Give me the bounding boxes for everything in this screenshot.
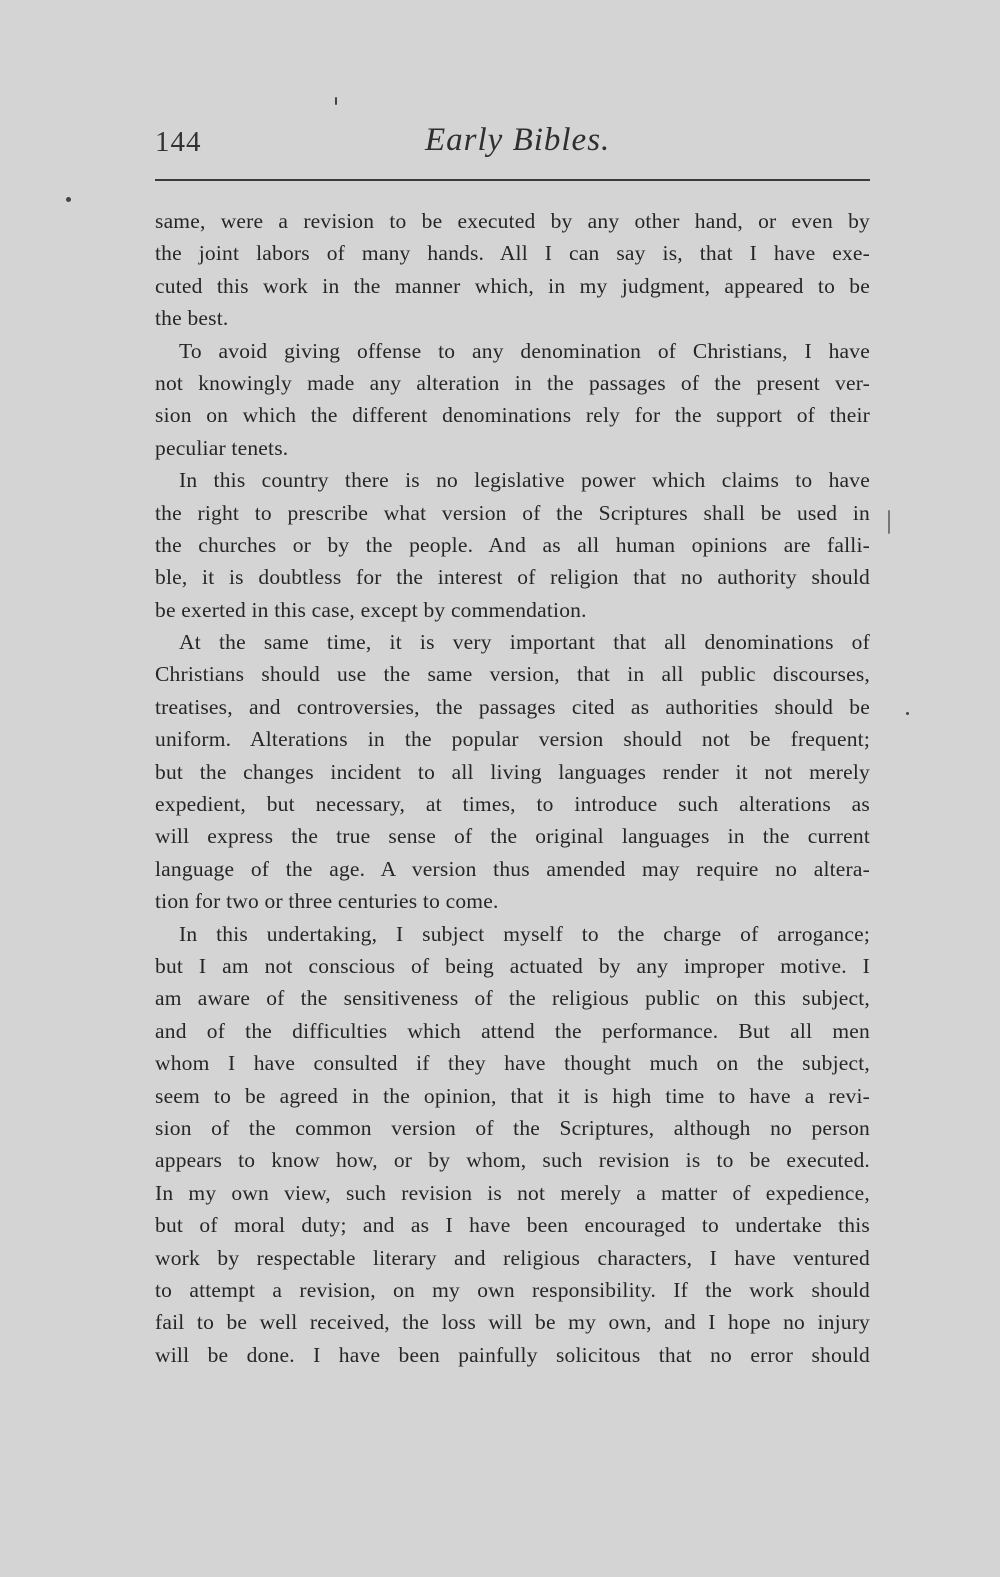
text-line: the churches or by the people. And as all human opinions are falli-	[155, 532, 870, 557]
text-line: will be done. I have been painfully solicitous that no error should	[155, 1342, 870, 1367]
text-line: be exerted in this case, except by commendation.	[155, 597, 587, 622]
text-line: am aware of the sensitiveness of the religious public on this subject,	[155, 986, 870, 1011]
page-speck	[66, 197, 71, 202]
text-line: whom I have consulted if they have thought much on the subject,	[155, 1051, 870, 1076]
text-line: ble, it is doubtless for the interest of religion that no authority should	[155, 565, 870, 590]
text-line: Christians should use the same version, that in all public discourses,	[155, 662, 870, 687]
text-line: uniform. Alterations in the popular version should not be frequent;	[155, 727, 870, 752]
text-line: appears to know how, or by whom, such revision is to be executed.	[155, 1148, 870, 1173]
text-line: tion for two or three centuries to come.	[155, 889, 499, 914]
text-line: sion of the common version of the Scriptures, although no person	[155, 1115, 870, 1140]
header-rule	[155, 179, 870, 181]
text-line: language of the age. A version thus amended may require no altera-	[155, 856, 870, 881]
text-line: In my own view, such revision is not merely a matter of expedience,	[155, 1180, 870, 1205]
text-line: In this undertaking, I subject myself to the charge of arrogance;	[179, 921, 870, 946]
text-line: not knowingly made any alteration in the passages of the present ver-	[155, 370, 870, 395]
text-line: same, were a revision to be executed by any other hand, or even by	[155, 209, 870, 233]
text-line: At the same time, it is very important that all denominations of	[179, 630, 870, 655]
text-line: sion on which the different denominations rely for the support of their	[155, 403, 870, 428]
running-title: Early Bibles.	[425, 122, 611, 158]
text-line: expedient, but necessary, at times, to introduce such alterations as	[155, 792, 870, 817]
text-line: to attempt a revision, on my own responsibility. If the work should	[155, 1277, 870, 1302]
page-header	[155, 122, 870, 172]
text-line: To avoid giving offense to any denomination of Christians, I have	[179, 338, 870, 363]
text-line: will express the true sense of the original languages in the current	[155, 824, 870, 849]
page-speck	[888, 510, 890, 534]
text-line: peculiar tenets.	[155, 435, 289, 460]
text-line: In this country there is no legislative power which claims to have	[179, 468, 870, 493]
text-line: seem to be agreed in the opinion, that it is high time to have a revi-	[155, 1083, 870, 1108]
text-line: but of moral duty; and as I have been encouraged to undertake this	[155, 1213, 870, 1238]
text-line: the right to prescribe what version of the Scriptures shall be used in	[155, 500, 870, 525]
page-speck	[335, 97, 337, 105]
text-line: work by respectable literary and religious characters, I have ventured	[155, 1245, 870, 1270]
text-line: cuted this work in the manner which, in my judgment, appeared to be	[155, 273, 870, 298]
text-line: but I am not conscious of being actuated by any improper motive. I	[155, 953, 870, 978]
text-line: the joint labors of many hands. All I can say is, that I have exe-	[155, 241, 870, 266]
text-line: the best.	[155, 306, 229, 331]
text-line: and of the difficulties which attend the performance. But all men	[155, 1018, 870, 1043]
text-line: treatises, and controversies, the passages cited as authorities should be	[155, 694, 870, 719]
page-speck	[906, 712, 909, 715]
text-line: fail to be well received, the loss will be my own, and I hope no injury	[155, 1310, 870, 1335]
body-text	[155, 205, 870, 1371]
text-line: but the changes incident to all living languages render it not merely	[155, 759, 870, 784]
page-number: 144	[155, 126, 202, 158]
